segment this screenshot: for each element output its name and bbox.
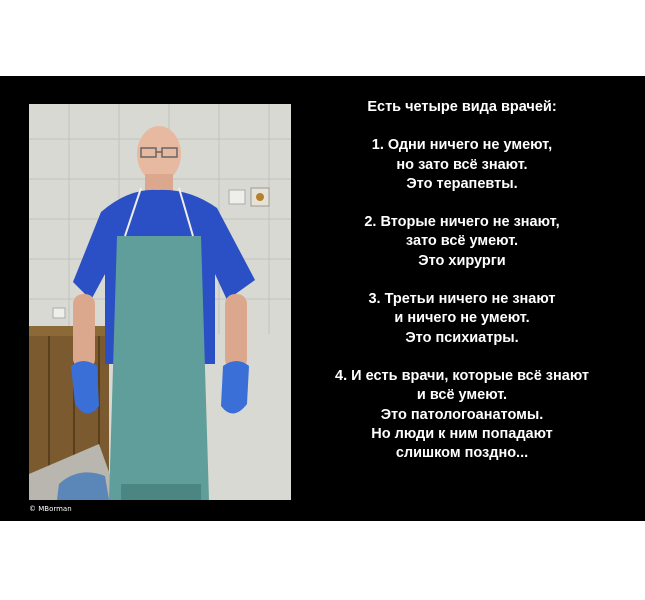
section-line: 4. И есть врачи, которые всё знают [335,367,589,384]
poster-panel [0,76,645,521]
poster-heading: Есть четыре вида врачей: [367,99,557,115]
section-therapists [297,136,627,194]
section-line: и всё умеют. [416,387,508,404]
section-pathologists [297,367,627,463]
section-line: Это хирурги [418,252,506,269]
section-line: зато всё умеют. [405,233,519,250]
section-line: 1. Одни ничего не умеют, [371,137,553,154]
copyright-credit: © MBorman [29,505,72,513]
section-line: Это терапевты. [406,175,518,192]
doctor-photo [29,104,291,500]
section-line: слишком поздно... [395,445,529,462]
section-line: Но люди к ним попадают [371,425,553,442]
section-line: 2. Вторые ничего не знают, [364,214,560,231]
section-line: но зато всё знают. [396,156,528,173]
poster-text [297,98,627,482]
section-line: Это психиатры. [405,329,519,346]
section-line: и ничего не умеют. [394,310,530,327]
section-psychiatrists [297,290,627,348]
section-surgeons [297,213,627,271]
section-line: Это патологоанатомы. [380,406,544,423]
section-line: 3. Третьи ничего не знают [368,291,556,308]
